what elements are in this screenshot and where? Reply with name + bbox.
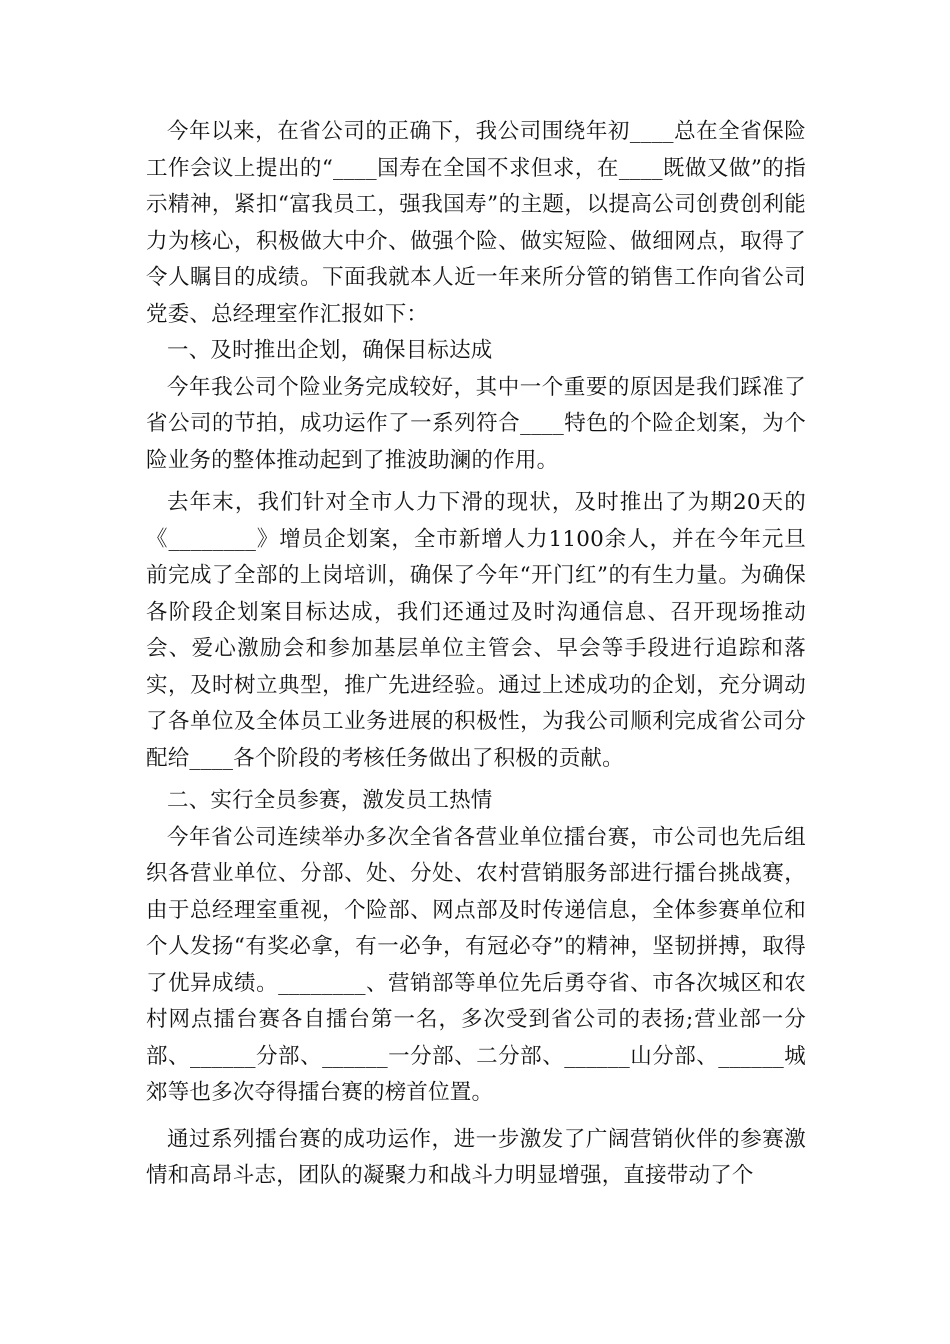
intro-paragraph: 今年以来，在省公司的正确下，我公司围绕年初____总在全省保险工作会议上提出的“____国寿在全国不求但求，在____既做又做”的指示精神，紧扣“富我员工，强我国寿”的主题，以提高公司创费创利能力为核心，积极做大中介、做强个险、做实短险、做细网点，取得了令人瞩目的成绩。下面我就本人近一年来所分管的销售工作向省公司党委、总经理室作汇报如下： xyxy=(146,119,806,327)
body-paragraph-5: 通过系列擂台赛的成功运作，进一步激发了广阔营销伙伴的参赛激情和高昂斗志，团队的凝聚力和战斗力明显增强，直接带动了个 xyxy=(146,1126,806,1188)
body-paragraph-2: 今年我公司个险业务完成较好，其中一个重要的原因是我们踩准了省公司的节拍，成功运作了一系列符合____特色的个险企划案，为个险业务的整体推动起到了推波助澜的作用。 xyxy=(146,374,806,473)
body-paragraph-4: 今年省公司连续举办多次全省各营业单位擂台赛，市公司也先后组织各营业单位、分部、处、分处、农村营销服务部进行擂台挑战赛，由于总经理室重视，个险部、网点部及时传递信息，全体参赛单位和个人发扬“有奖必拿，有一必争，有冠必夺”的精神，坚韧拼搏，取得了优异成绩。________、营销部等单位先后勇夺省、市各次城区和农村网点擂台赛各自擂台第一名，多次受到省公司的表扬;营业部一分部、______分部、______一分部、二分部、______山分部、______城郊等也多次夺得擂台赛的榜首位置。 xyxy=(146,824,806,1105)
document-page xyxy=(146,114,806,1195)
section-heading-2: 二、实行全员参赛，激发员工热情 xyxy=(167,788,493,813)
body-paragraph-3: 去年末，我们针对全市人力下滑的现状，及时推出了为期20天的《________》增员企划案，全市新增人力1100余人，并在今年元旦前完成了全部的上岗培训，确保了今年“开门红”的有生力量。为确保各阶段企划案目标达成，我们还通过及时沟通信息、召开现场推动会、爱心激励会和参加基层单位主管会、早会等手段进行追踪和落实，及时树立典型，推广先进经验。通过上述成功的企划，充分调动了各单位及全体员工业务进展的积极性，为我公司顺利完成省公司分配给____各个阶段的考核任务做出了积极的贡献。 xyxy=(146,490,806,771)
section-heading-1: 一、及时推出企划，确保目标达成 xyxy=(167,338,493,363)
